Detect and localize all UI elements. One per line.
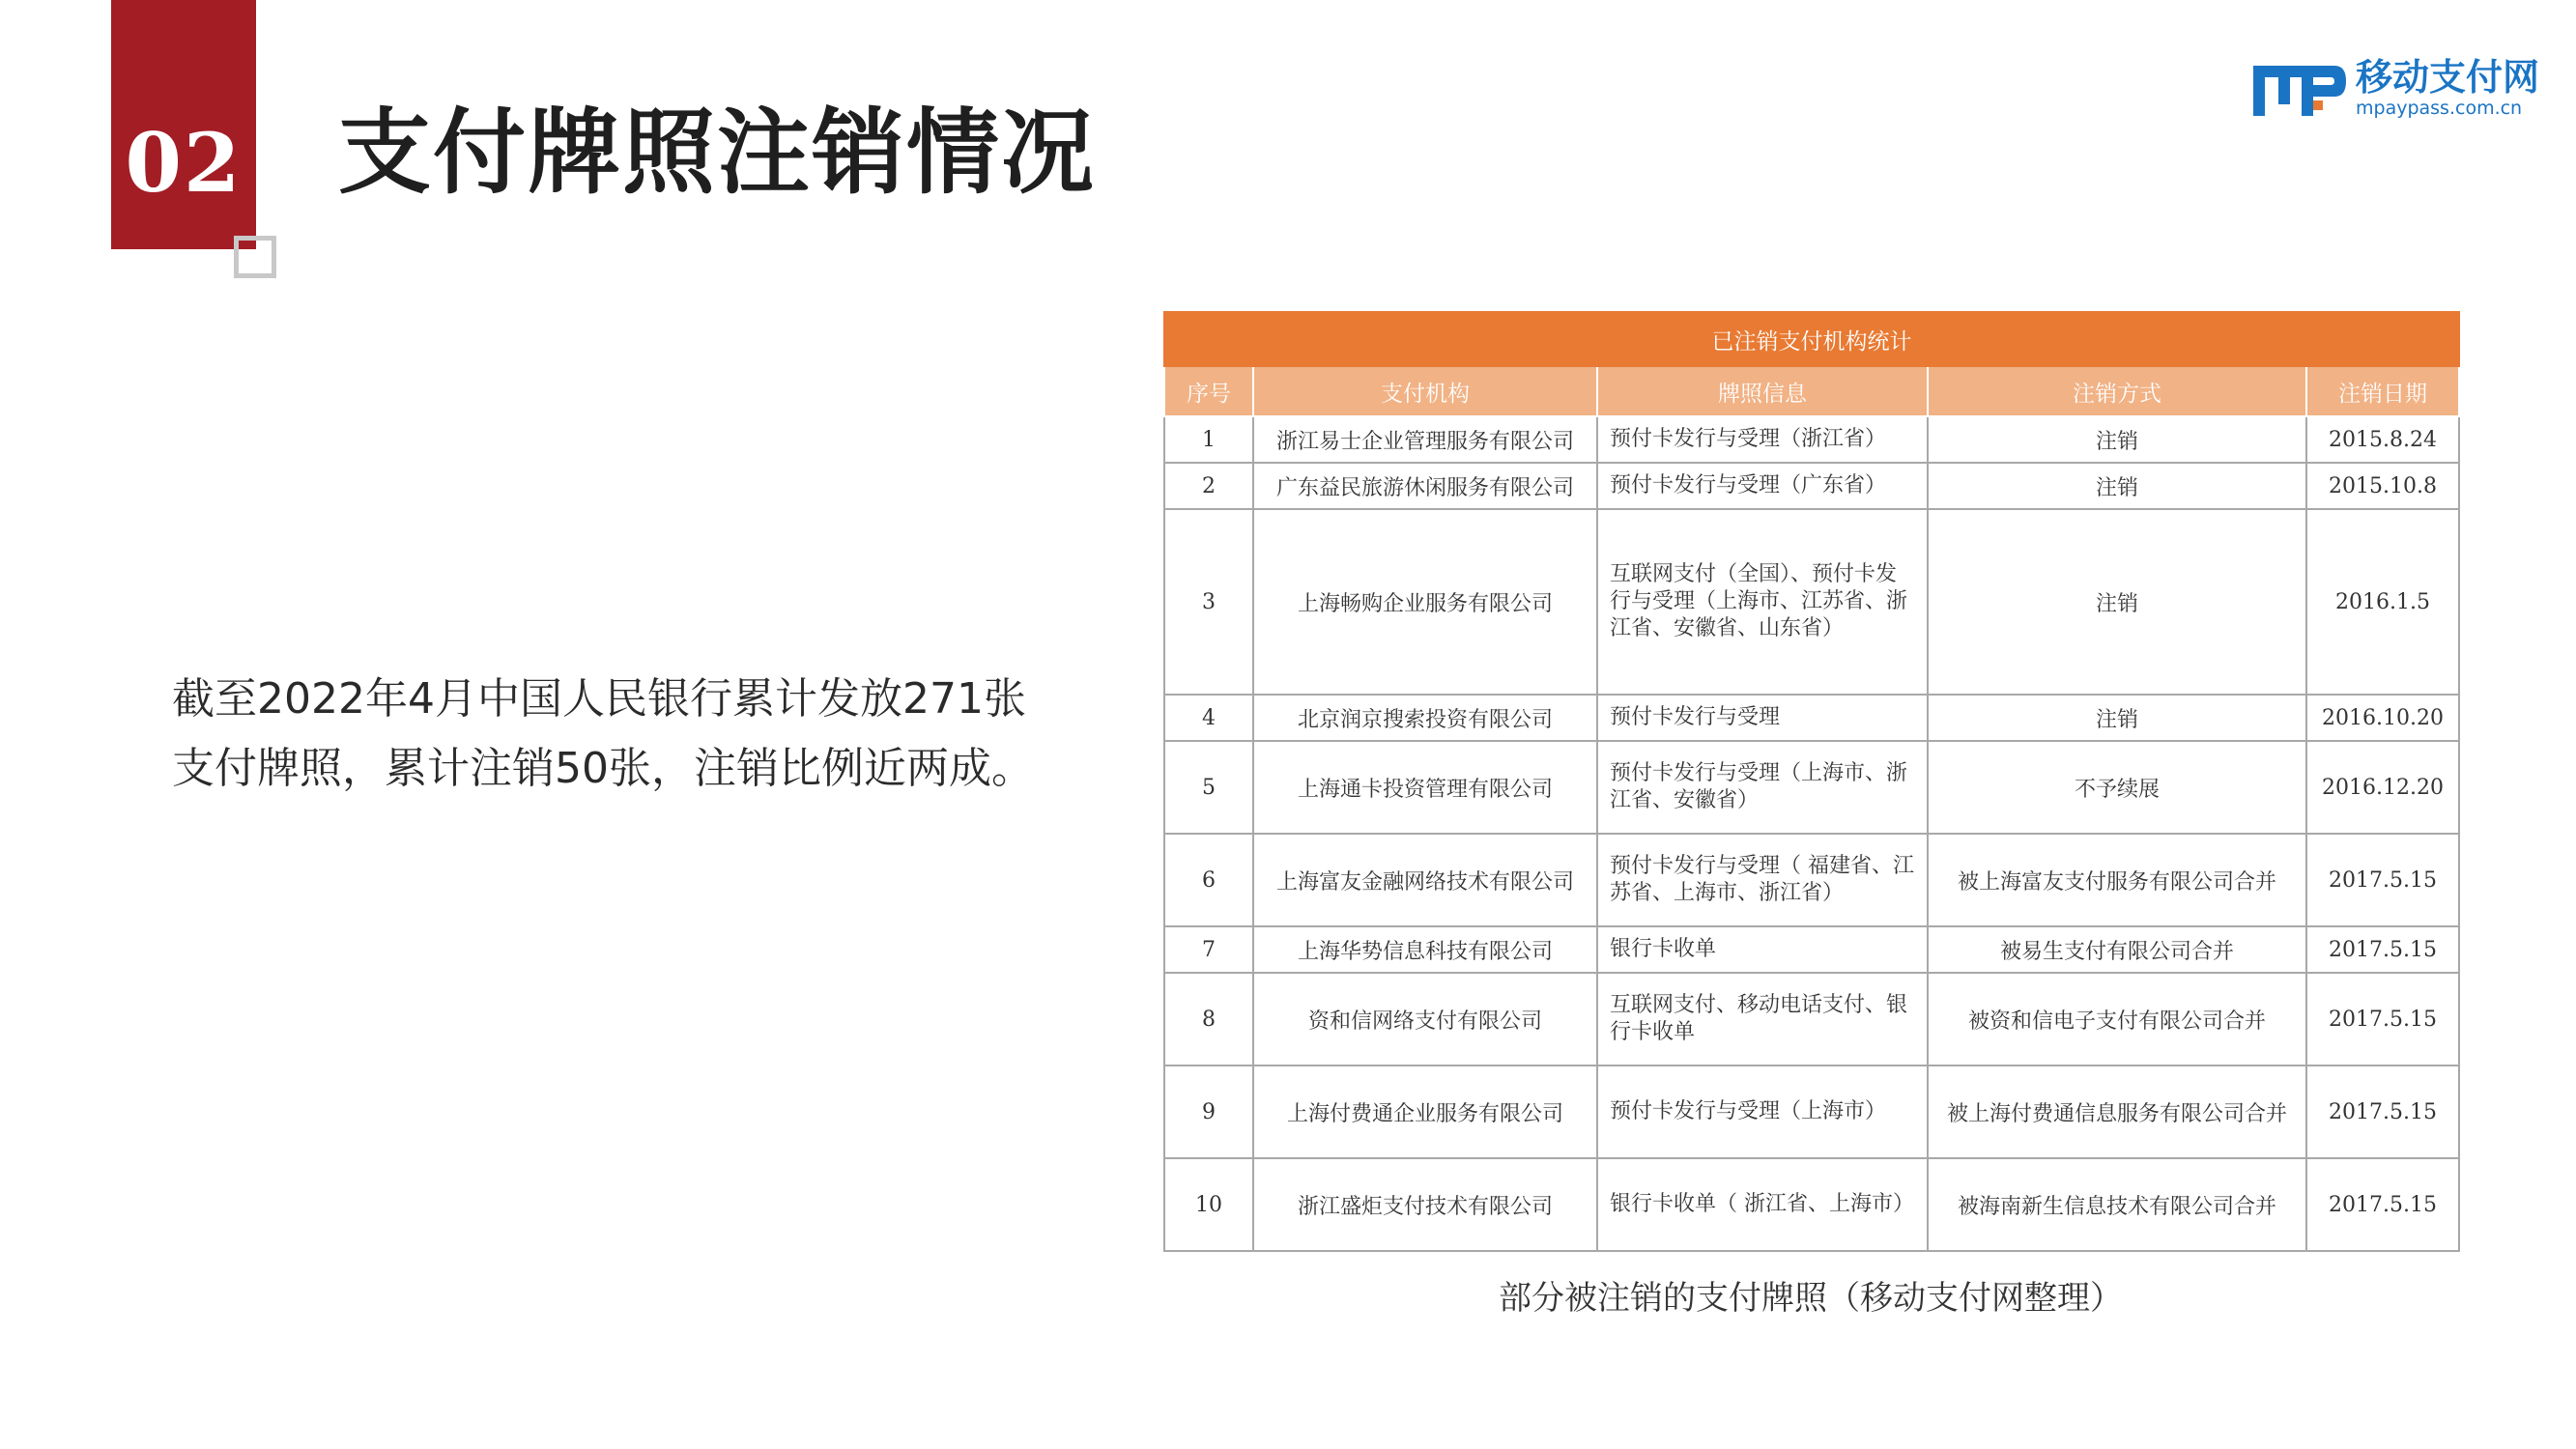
summary-line-1: 截至2022年4月中国人民银行累计发放271张 bbox=[172, 674, 1026, 724]
section-number: 02 bbox=[125, 115, 243, 211]
table-cell-method: 被上海付费通信息服务有限公司合并 bbox=[1928, 1065, 2306, 1158]
table-row bbox=[1164, 1158, 2459, 1251]
table-cell-method: 注销 bbox=[1928, 463, 2306, 509]
table-title: 已注销支付机构统计 bbox=[1164, 312, 2459, 366]
page-title: 支付牌照注销情况 bbox=[338, 98, 1096, 207]
table-cell-org: 上海华势信息科技有限公司 bbox=[1253, 926, 1597, 973]
table-cell-org: 上海富友金融网络技术有限公司 bbox=[1253, 834, 1597, 926]
cancelled-license-table-wrap bbox=[1163, 311, 2458, 1252]
table-cell-date: 2017.5.15 bbox=[2306, 834, 2459, 926]
table-cell-org: 上海付费通企业服务有限公司 bbox=[1253, 1065, 1597, 1158]
column-header: 注销日期 bbox=[2306, 366, 2459, 416]
cancelled-license-table bbox=[1163, 311, 2460, 1252]
table-cell-method: 被易生支付有限公司合并 bbox=[1928, 926, 2306, 973]
table-cell-no: 1 bbox=[1164, 416, 1253, 463]
table-row bbox=[1164, 1065, 2459, 1158]
table-cell-no: 7 bbox=[1164, 926, 1253, 973]
table-cell-date: 2017.5.15 bbox=[2306, 1158, 2459, 1251]
table-cell-date: 2016.1.5 bbox=[2306, 509, 2459, 695]
table-cell-license: 银行卡收单（ 浙江省、上海市） bbox=[1597, 1158, 1928, 1251]
mp-logo-icon bbox=[2251, 56, 2348, 120]
table-cell-license: 预付卡发行与受理（浙江省） bbox=[1597, 416, 1928, 463]
table-cell-date: 2017.5.15 bbox=[2306, 973, 2459, 1065]
table-cell-date: 2017.5.15 bbox=[2306, 1065, 2459, 1158]
summary-line-2: 支付牌照，累计注销50张，注销比例近两成。 bbox=[172, 744, 1034, 793]
mpaypass-logo bbox=[2251, 54, 2541, 122]
table-cell-date: 2016.10.20 bbox=[2306, 695, 2459, 741]
table-cell-license: 互联网支付、移动电话支付、银行卡收单 bbox=[1597, 973, 1928, 1065]
table-cell-org: 浙江易士企业管理服务有限公司 bbox=[1253, 416, 1597, 463]
table-cell-license: 互联网支付（全国）、预付卡发行与受理（上海市、江苏省、浙江省、安徽省、山东省） bbox=[1597, 509, 1928, 695]
table-row bbox=[1164, 416, 2459, 463]
table-cell-org: 资和信网络支付有限公司 bbox=[1253, 973, 1597, 1065]
table-cell-method: 不予续展 bbox=[1928, 741, 2306, 834]
table-cell-no: 10 bbox=[1164, 1158, 1253, 1251]
table-row bbox=[1164, 926, 2459, 973]
table-cell-org: 上海畅购企业服务有限公司 bbox=[1253, 509, 1597, 695]
table-cell-no: 4 bbox=[1164, 695, 1253, 741]
table-cell-date: 2016.12.20 bbox=[2306, 741, 2459, 834]
table-row bbox=[1164, 834, 2459, 926]
table-row bbox=[1164, 509, 2459, 695]
table-cell-method: 注销 bbox=[1928, 695, 2306, 741]
logo-text-cn: 移动支付网 bbox=[2356, 56, 2540, 99]
column-header: 序号 bbox=[1164, 366, 1253, 416]
table-cell-license: 预付卡发行与受理（上海市） bbox=[1597, 1065, 1928, 1158]
table-row bbox=[1164, 741, 2459, 834]
table-cell-method: 被资和信电子支付有限公司合并 bbox=[1928, 973, 2306, 1065]
table-row bbox=[1164, 973, 2459, 1065]
table-cell-no: 8 bbox=[1164, 973, 1253, 1065]
table-cell-date: 2015.10.8 bbox=[2306, 463, 2459, 509]
logo-text-en: mpaypass.com.cn bbox=[2356, 98, 2523, 119]
table-cell-no: 2 bbox=[1164, 463, 1253, 509]
table-cell-method: 被上海富友支付服务有限公司合并 bbox=[1928, 834, 2306, 926]
table-row bbox=[1164, 695, 2459, 741]
table-caption: 部分被注销的支付牌照（移动支付网整理） bbox=[1499, 1279, 2123, 1318]
table-cell-org: 广东益民旅游休闲服务有限公司 bbox=[1253, 463, 1597, 509]
table-cell-no: 3 bbox=[1164, 509, 1253, 695]
table-cell-org: 上海通卡投资管理有限公司 bbox=[1253, 741, 1597, 834]
table-cell-method: 注销 bbox=[1928, 509, 2306, 695]
column-header: 牌照信息 bbox=[1597, 366, 1928, 416]
table-cell-license: 预付卡发行与受理（ 福建省、江苏省、上海市、浙江省） bbox=[1597, 834, 1928, 926]
table-cell-method: 注销 bbox=[1928, 416, 2306, 463]
section-number-box bbox=[111, 0, 256, 249]
column-header: 支付机构 bbox=[1253, 366, 1597, 416]
table-cell-date: 2017.5.15 bbox=[2306, 926, 2459, 973]
corner-decoration bbox=[234, 236, 276, 278]
table-cell-date: 2015.8.24 bbox=[2306, 416, 2459, 463]
table-cell-org: 北京润京搜索投资有限公司 bbox=[1253, 695, 1597, 741]
table-cell-no: 6 bbox=[1164, 834, 1253, 926]
summary-text bbox=[172, 665, 1100, 804]
column-header: 注销方式 bbox=[1928, 366, 2306, 416]
table-cell-no: 5 bbox=[1164, 741, 1253, 834]
table-cell-license: 预付卡发行与受理（广东省） bbox=[1597, 463, 1928, 509]
table-row bbox=[1164, 463, 2459, 509]
table-cell-method: 被海南新生信息技术有限公司合并 bbox=[1928, 1158, 2306, 1251]
table-cell-license: 预付卡发行与受理（上海市、浙江省、安徽省） bbox=[1597, 741, 1928, 834]
table-cell-no: 9 bbox=[1164, 1065, 1253, 1158]
table-cell-license: 银行卡收单 bbox=[1597, 926, 1928, 973]
table-cell-license: 预付卡发行与受理 bbox=[1597, 695, 1928, 741]
table-cell-org: 浙江盛炬支付技术有限公司 bbox=[1253, 1158, 1597, 1251]
